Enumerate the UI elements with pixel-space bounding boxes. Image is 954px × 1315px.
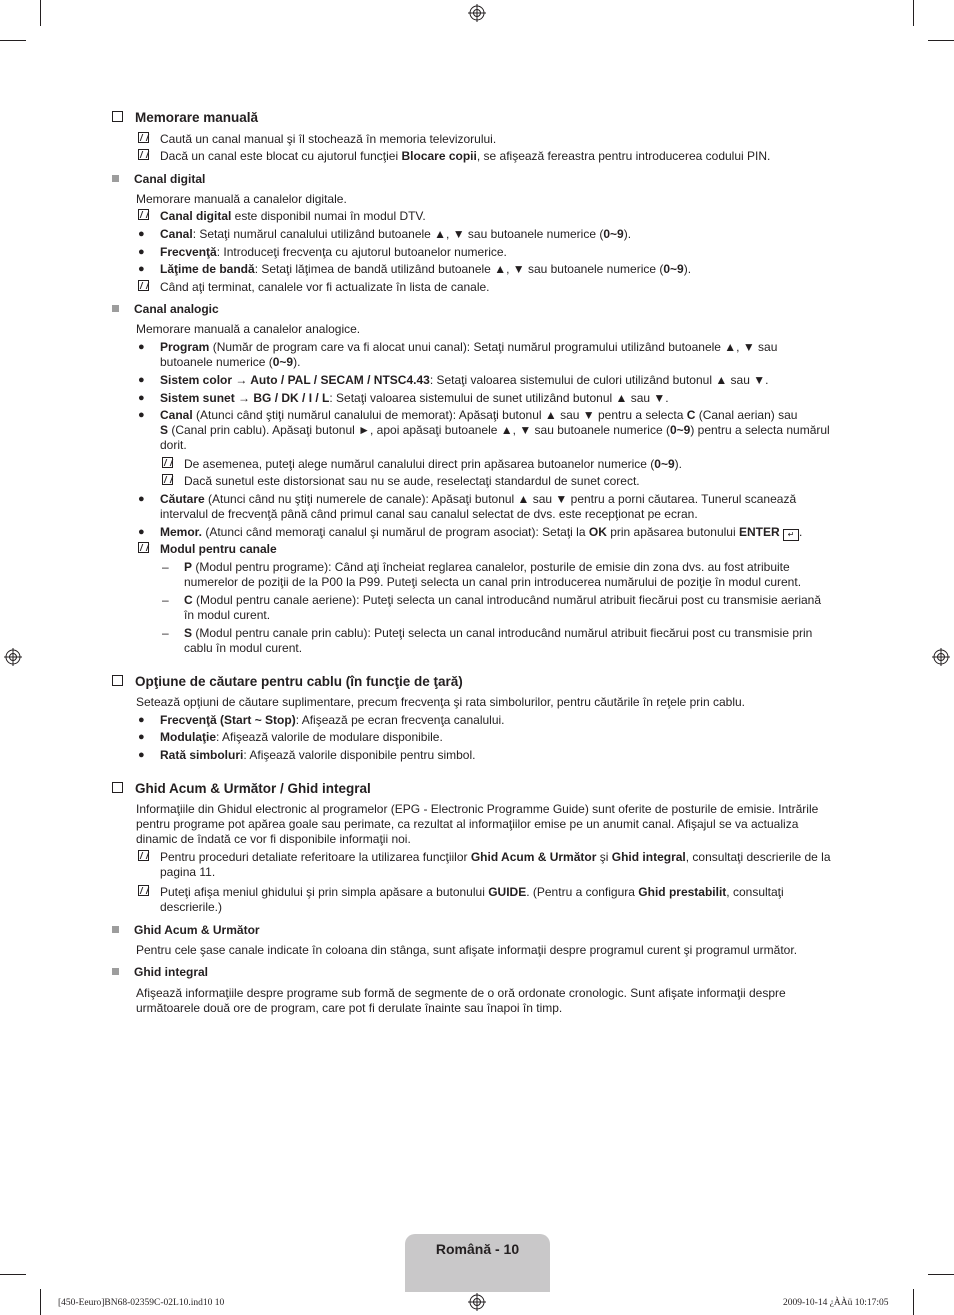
note-icon (138, 280, 149, 291)
paragraph: Memorare manuală a canalelor digitale. (136, 192, 347, 206)
square-bullet-icon (112, 926, 119, 933)
bullet-item: ● Memor. (Atunci când memoraţi canalul şi numărul de program asociat): Setaţi la OK prin apăsarea butonului ENTER ↵ . (138, 525, 803, 539)
note-icon (162, 474, 173, 485)
subsection-heading: Ghid integral (112, 965, 208, 980)
crop-mark (0, 1274, 26, 1275)
crop-mark (913, 1289, 914, 1315)
note-item: Caută un canal manual şi îl stochează în memoria televizorului. (136, 132, 846, 147)
crop-mark (913, 0, 914, 26)
crop-mark (40, 1289, 41, 1315)
section-heading: Opţiune de căutare pentru cablu (în funcţie de ţară) (112, 674, 463, 689)
checkbox-bullet-icon (112, 111, 123, 122)
checkbox-bullet-icon (112, 675, 123, 686)
square-bullet-icon (112, 968, 119, 975)
print-date: 2009-10-14 ¿ÀÀü 10:17:05 (783, 1298, 889, 1308)
section-heading: Memorare manuală (112, 110, 258, 125)
subsection-heading: Canal analogic (112, 302, 219, 317)
square-bullet-icon (112, 175, 119, 182)
subsection-heading: Ghid Acum & Următor (112, 923, 260, 938)
tip-item: Puteţi afişa meniul ghidului şi prin simpla apăsare a butonului GUIDE. (Pentru a configura Ghid prestabilit, consultaţi descrierile.) (136, 885, 846, 915)
section-heading: Ghid Acum & Următor / Ghid integral (112, 781, 371, 796)
note-item: Dacă sunetul este distorsionat sau nu se aude, reselectaţi standardul de sunet corect. (160, 474, 850, 489)
paragraph: Memorare manuală a canalelor analogice. (136, 322, 361, 336)
bullet-item: ● Modulaţie: Afişează valorile de modulare disponibile. (138, 730, 443, 744)
tip-icon (138, 885, 149, 896)
note-item: Când aţi terminat, canalele vor fi actualizate în lista de canale. (136, 280, 846, 295)
bullet-item: ● Program (Număr de program care va fi alocat unui canal): Setaţi numărul programului utilizând butoanele ▲, ▼ sau butoanele numerice (0~9). (138, 340, 778, 369)
bullet-item: ● Rată simboluri: Afişează valorile disponibile pentru simbol. (138, 748, 476, 762)
square-bullet-icon (112, 305, 119, 312)
file-info: [450-Eeuro]BN68-02359C-02L10.ind10 10 (58, 1298, 225, 1308)
registration-mark-icon (4, 648, 22, 666)
registration-mark-icon (932, 648, 950, 666)
subsection-heading: Canal digital (112, 172, 205, 187)
paragraph: Informaţiile din Ghidul electronic al programelor (EPG - Electronic Programme Guide) sunt oferite de posturile de emisie. Intrările pentru programe pot apărea goale sau perimate, ca rezultat al informaţiilor emise pe un anumit canal. Afişajul se va actualiza dinamic de îndată ce vor fi disponibile informaţii noi. (136, 802, 819, 846)
crop-mark (928, 1274, 954, 1275)
note-icon (138, 132, 149, 143)
dash-item: – P (Modul pentru programe): Când aţi încheiat reglarea canalelor, posturile de emisie din zona dvs. au fost atribuite numerelor de poziţii de la P00 la P99. Puteţi selecta un canal prin introducerea numărului de poziţie în modul curent. (162, 560, 802, 589)
registration-mark-icon (468, 1293, 486, 1311)
bullet-item: ● Frecvenţă: Introduceţi frecvenţa cu ajutorul butoanelor numerice. (138, 245, 507, 259)
note-item: Modul pentru canale (136, 542, 846, 557)
paragraph: Setează opţiuni de căutare suplimentare, precum frecvenţa şi rata simbolurilor, pentru căutările în reţele prin cablu. (136, 695, 745, 709)
bullet-item: ● Lăţime de bandă: Setaţi lăţimea de bandă utilizând butoanele ▲, ▼ sau butoanele numerice (0~9). (138, 262, 692, 276)
note-item: Canal digital este disponibil numai în modul DTV. (136, 209, 846, 224)
bullet-item: ● Sistem color → Auto / PAL / SECAM / NTSC4.43: Setaţi valoarea sistemului de culori utilizând butonul ▲ sau ▼. (138, 373, 769, 387)
bullet-item: ● Frecvenţă (Start ~ Stop): Afişează pe ecran frecvenţa canalului. (138, 713, 505, 727)
note-icon (138, 149, 149, 160)
bullet-item: ● Căutare (Atunci când nu ştiţi numerele de canale): Apăsaţi butonul ▲ sau ▼ pentru a porni căutarea. Tunerul scanează intervalul de frecvenţă până când primul canal sau canalul selectat de dvs. este recepţionat pe ecran. (138, 492, 797, 521)
paragraph: Afişează informaţiile despre programe sub formă de segmente de o oră ordonate cronologic. Sunt afişate informaţii despre următoarele două ore de program, care pot fi derulate înainte sau înapoi în timp. (136, 986, 786, 1015)
page-number: Română - 10 (435, 1241, 520, 1257)
crop-mark (40, 0, 41, 26)
dash-item: – S (Modul pentru canale prin cablu): Puteţi selecta un canal introducând numărul atribuit fiecărui post cu transmisie prin cablu în modul curent. (162, 626, 813, 655)
note-icon (138, 850, 149, 861)
bullet-item: ● Canal: Setaţi numărul canalului utilizând butoanele ▲, ▼ sau butoanele numerice (0~9). (138, 227, 632, 241)
dash-item: – C (Modul pentru canale aeriene): Puteţi selecta un canal introducând numărul atribuit fiecărui post cu transmisie aeriană în modul curent. (162, 593, 822, 622)
note-icon (138, 542, 149, 553)
note-item: Pentru proceduri detaliate referitoare la utilizarea funcţiilor Ghid Acum & Următor şi Ghid integral, consultaţi descrierile de la pagina 11. (136, 850, 846, 880)
enter-icon: ↵ (783, 529, 799, 541)
note-icon (138, 209, 149, 220)
bullet-item: ● Canal (Atunci când ştiţi numărul canalului de memorat): Apăsaţi butonul ▲ sau ▼ pentru a selecta C (Canal aerian) sau S (Canal prin cablu). Apăsaţi butonul ►, apoi apăsaţi butoanele ▲, ▼ sau butoanele numerice (0~9) pentru a selecta numărul dorit. (138, 408, 830, 452)
crop-mark (928, 40, 954, 41)
paragraph: Pentru cele şase canale indicate în coloana din stânga, sunt afişate informaţii despre programul curent şi programul următor. (136, 943, 798, 957)
checkbox-bullet-icon (112, 782, 123, 793)
note-item: Dacă un canal este blocat cu ajutorul funcţiei Blocare copii, se afişează fereastra pentru introducerea codului PIN. (136, 149, 846, 164)
crop-mark (0, 40, 26, 41)
registration-mark-icon (468, 4, 486, 22)
note-item: De asemenea, puteţi alege numărul canalului direct prin apăsarea butoanelor numerice (0~9). (160, 457, 850, 472)
note-icon (162, 457, 173, 468)
bullet-item: ● Sistem sunet → BG / DK / I / L: Setaţi valoarea sistemului de sunet utilizând butonul ▲ sau ▼. (138, 391, 669, 405)
